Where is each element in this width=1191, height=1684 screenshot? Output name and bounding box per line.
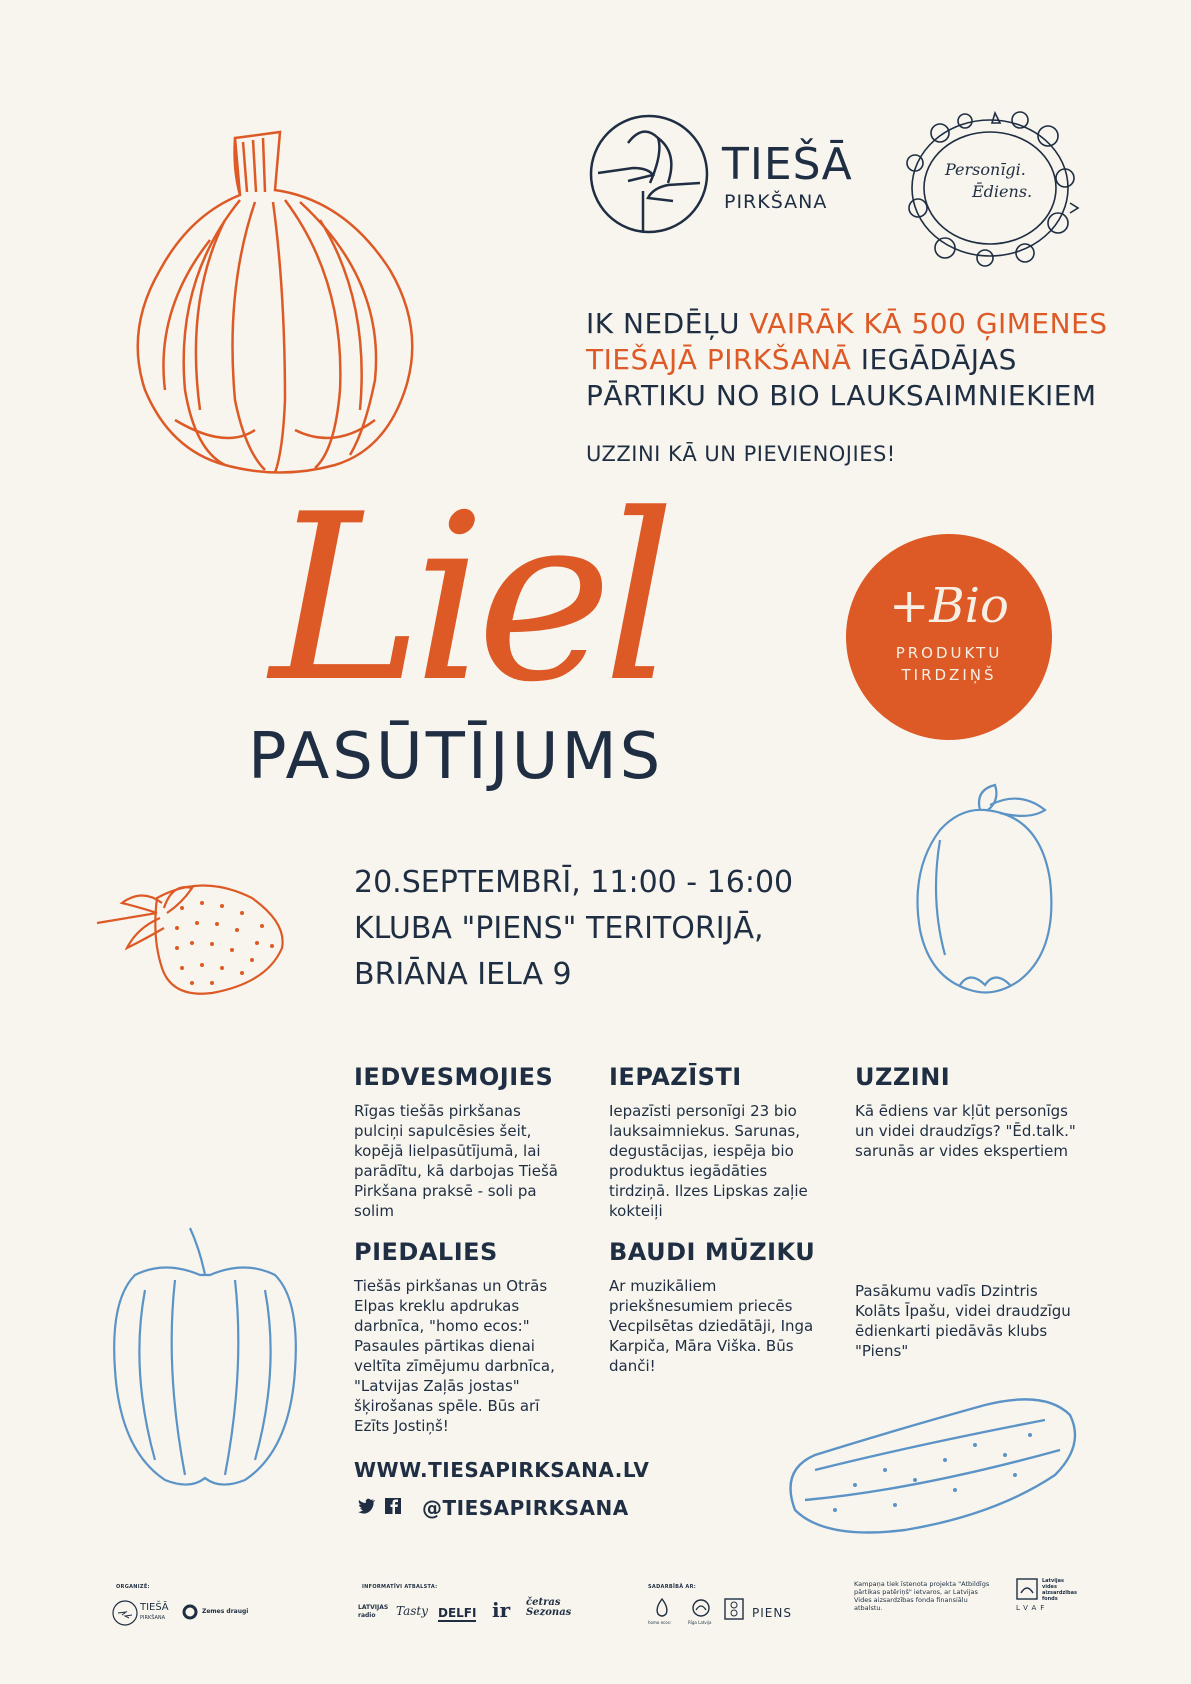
event-date: 20.SEPTEMBRĪ, 11:00 - 16:00 — [354, 865, 794, 900]
cucumber-illustration — [775, 1390, 1085, 1545]
website-link[interactable]: WWW.TIESAPIRKSANA.LV — [354, 1458, 650, 1482]
headline-l2a: TIEŠAJĀ PIRKŠANĀ — [586, 343, 852, 376]
section-6 — [855, 1281, 1080, 1361]
lvaf-logo[interactable] — [1016, 1576, 1086, 1626]
logo-subtitle: PIRKŠANA — [724, 191, 828, 213]
headline — [586, 306, 1108, 414]
badge-script: +Bio — [889, 578, 1009, 634]
riga-text: Rīga Latvija — [688, 1620, 712, 1625]
info-support-label: INFORMATĪVI ATBALSTA: — [362, 1584, 438, 1590]
lvaf-abbr: LVAF — [1016, 1604, 1049, 1612]
cetras-sezonas-logo[interactable]: četras Sezonas — [526, 1597, 572, 1618]
logo-title: TIEŠĀ — [722, 139, 853, 190]
section-heading: BAUDI MŪZIKU — [609, 1238, 816, 1266]
hands-heart-icon — [588, 113, 710, 235]
personigi-ediens-logo[interactable] — [900, 108, 1080, 268]
event-place: KLUBA "PIENS" TERITORIJĀ, — [354, 911, 764, 946]
lvaf-emblem-icon — [1016, 1578, 1038, 1600]
footer-logo-line1: TIEŠĀ — [140, 1602, 169, 1613]
facebook-icon[interactable] — [385, 1498, 401, 1514]
section-text: Pasākumu vadīs Dzintris Kolāts Īpašu, videi draudzīgu ēdienkarti piedāvās klubs "Piens" — [855, 1282, 1071, 1360]
section-text: Tiešās pirkšanas un Otrās Elpas kreklu apdrukas darbnīca, "homo ecos:" Pasaules pārtikas dienai veltīta zīmējumu darbnīca, "Latvijas Zaļās jostas" šķirošanas spēle. Būs arī Ezīts Jostiņš! — [354, 1277, 555, 1435]
tasty-logo[interactable]: Tasty — [396, 1604, 428, 1618]
section-2 — [609, 1063, 829, 1221]
section-text: Ar muzikāliem priekšnesumiem priecēs Vecpilsētas dziedātāji, Inga Karpiča, Māra Viška. Būs danči! — [609, 1277, 814, 1375]
homo-ecos-text: homo ecos: — [648, 1620, 672, 1625]
hands-heart-icon — [112, 1600, 138, 1626]
headline-l2b: IEGĀDĀJAS — [851, 343, 1017, 376]
section-text: Kā ēdiens var kļūt personīgs un videi draudzīgs? "Ēd.talk." sarunās ar vides ekspertiem — [855, 1102, 1076, 1160]
section-heading: PIEDALIES — [354, 1238, 498, 1266]
campaign-note: Kampaņa tiek īstenota projekta "Atbildīgs pārtikas patēriņš" ietvaros, ar Latvijas Vides aizsardzības fonda finansiālu atbalstu. — [854, 1580, 990, 1612]
event-details — [354, 860, 793, 998]
title-main: PASŪTĪJUMS — [248, 720, 664, 794]
drop-logo-icon — [654, 1598, 670, 1618]
latvijas-radio-logo[interactable]: LATVIJAS radio — [358, 1604, 389, 1619]
pattern-logo-icon[interactable] — [724, 1598, 744, 1620]
piens-logo[interactable]: PIENS — [752, 1606, 792, 1620]
homo-ecos-logo[interactable] — [648, 1598, 678, 1630]
circle-logo-icon — [182, 1604, 198, 1620]
ir-logo[interactable]: ir — [492, 1598, 511, 1622]
title-script: Liel — [270, 466, 666, 733]
headline-line-2 — [586, 342, 1108, 378]
headline-l1b: VAIRĀK KĀ 500 ĢIMENES — [749, 307, 1108, 340]
quince-illustration — [900, 780, 1070, 1000]
headline-l1a: IK NEDĒĻU — [586, 307, 750, 340]
footer-logo-line2: PIRKŠANA — [140, 1615, 166, 1621]
delfi-logo[interactable]: DELFI — [438, 1606, 477, 1620]
headline-line-1 — [586, 306, 1108, 342]
section-heading: UZZINI — [855, 1063, 951, 1091]
apple-illustration — [105, 1220, 305, 1490]
badge-line1: PRODUKTU — [895, 644, 1003, 662]
twitter-icon[interactable] — [358, 1498, 376, 1514]
cooperation-label: SADARBĪBĀ AR: — [648, 1584, 697, 1590]
join-call: UZZINI KĀ UN PIEVIENOJIES! — [586, 442, 896, 466]
zemes-draugi-logo[interactable] — [182, 1604, 252, 1622]
social-handle[interactable]: @TIESAPIRKSANA — [422, 1496, 629, 1520]
garlic-illustration — [115, 130, 445, 490]
badge-line2: TIRDZIŅŠ — [901, 666, 997, 684]
section-heading: IEPAZĪSTI — [609, 1063, 742, 1091]
footer-tiesa-logo[interactable] — [112, 1598, 172, 1628]
section-1 — [354, 1063, 574, 1221]
section-5 — [609, 1238, 839, 1376]
wreath-line1: Personīgi. — [945, 160, 1026, 179]
section-heading: IEDVESMOJIES — [354, 1063, 554, 1091]
riga-crest-icon — [691, 1598, 711, 1618]
section-text: Rīgas tiešās pirkšanas pulciņi sapulcēsies šeit, kopējā lielpasūtījumā, lai parādītu, kā darbojas Tiešā Pirkšana praksē - soli pa solim — [354, 1102, 558, 1220]
headline-line-3: PĀRTIKU NO BIO LAUKSAIMNIEKIEM — [586, 379, 1097, 412]
event-address: BRIĀNA IELA 9 — [354, 957, 572, 992]
tiesa-pirksana-logo[interactable] — [588, 113, 853, 233]
wreath-line2: Ēdiens. — [972, 182, 1033, 201]
organizer-label: ORGANIZĒ: — [116, 1584, 150, 1590]
lvaf-text: Latvijas vides aizsardzības fonds — [1042, 1578, 1077, 1602]
section-4 — [354, 1238, 574, 1436]
zemes-draugi-text: Zemes draugi — [202, 1608, 249, 1615]
section-text: Iepazīsti personīgi 23 bio lauksaimniekus. Sarunas, degustācijas, iespēja bio produktus iegādāties tirdziņā. Ilzes Lipskas zaļie kokteiļi — [609, 1102, 808, 1220]
section-3 — [855, 1063, 1080, 1161]
riga-logo[interactable] — [686, 1598, 716, 1630]
strawberry-illustration — [92, 868, 292, 1003]
bio-market-badge — [846, 534, 1052, 740]
